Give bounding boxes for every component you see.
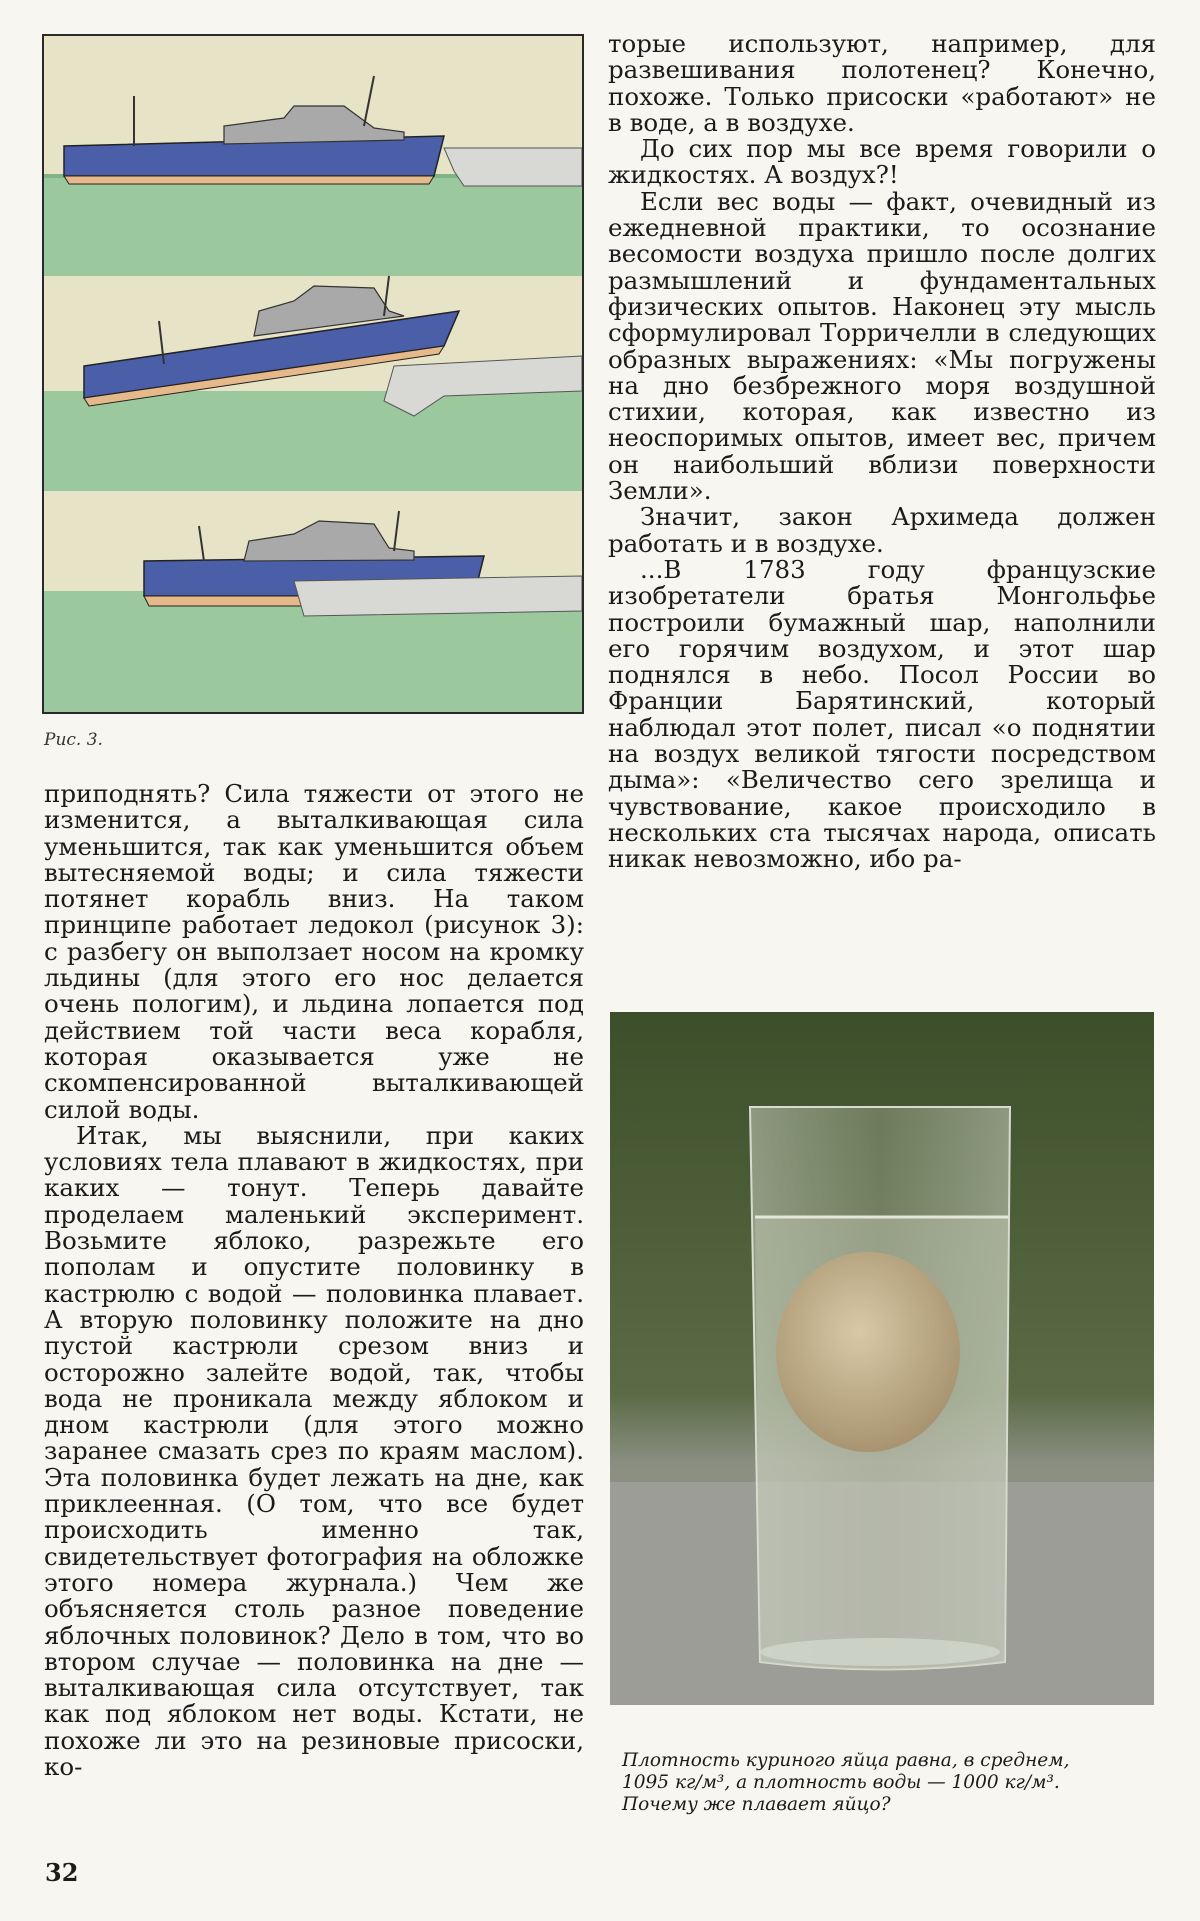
photo-caption-line: 1095 кг/м³, а плотность воды — 1000 кг/м³. bbox=[622, 1772, 1060, 1793]
paragraph: До сих пор мы все время говорили о жидкостях. А воздух?! bbox=[608, 134, 1156, 190]
paragraph: торые используют, например, для развешивания полотенец? Конечно, похоже. Только присоски «работают» не в воде, а в воздухе. bbox=[608, 29, 1156, 137]
paragraph: Значит, закон Архимеда должен работать и в воздухе. bbox=[608, 502, 1156, 558]
photo-caption bbox=[622, 1750, 1162, 1816]
right-text-column bbox=[608, 31, 1156, 873]
left-text-column bbox=[44, 781, 584, 1780]
paragraph: ...В 1783 году французские изобретатели братья Монгольфье построили бумажный шар, наполнили его горячим воздухом, и этот шар поднялся в небо. Посол России во Франции Барятинский, который наблюдал этот полет, писал «о поднятии на воздух великой тягости посредством дыма»: «Величество сего зрелища и чувствование, какое происходило в нескольких ста тысячах народа, описать никак невозможно, ибо ра- bbox=[608, 554, 1156, 874]
figure-icebreaker bbox=[42, 34, 584, 714]
photo-caption-line: Почему же плавает яйцо? bbox=[622, 1794, 891, 1815]
photo-caption-line: Плотность куриного яйца равна, в среднем, bbox=[622, 1750, 1070, 1771]
figure-caption: Рис. 3. bbox=[44, 730, 103, 750]
egg-in-glass-image bbox=[610, 1012, 1154, 1705]
icebreaker-illustration bbox=[44, 36, 582, 712]
page-number: 32 bbox=[45, 1858, 79, 1887]
paragraph: Итак, мы выяснили, при каких условиях тела плавают в жидкостях, при каких — тонут. Теперь давайте проделаем маленький эксперимент. Возьмите яблоко, разрежьте его пополам и опустите половинку в кастрюлю с водой — половинка плавает. А вторую половинку положите на дно пустой кастрюли срезом вниз и осторожно залейте водой, так, чтобы вода не проникала между яблоком и дном кастрюли (для этого можно заранее смазать срез по краям маслом). Эта половинка будет лежать на дне, как приклеенная. (О том, что все будет происходить именно так, свидетельствует фотография на обложке этого номера журнала.) Чем же объясняется столь разное поведение яблочных половинок? Дело в том, что во втором случае — половинка на дне — выталкивающая сила отсутствует, так как под яблоком нет воды. Кстати, не похоже ли это на резиновые присоски, ко- bbox=[44, 1120, 584, 1781]
paragraph: Если вес воды — факт, очевидный из ежедневной практики, то осознание весомости воздуха пришло после долгих размышлений и фундаментальных физических опытов. Наконец эту мысль сформулировал Торричелли в следующих образных выражениях: «Мы погружены на дно безбрежного моря воздушной стихии, которая, как известно из неоспоримых опытов, имеет вес, причем он наибольший вблизи поверхности Земли». bbox=[608, 186, 1156, 506]
egg-glass-photo bbox=[610, 1012, 1154, 1705]
paragraph: приподнять? Сила тяжести от этого не изменится, а выталкивающая сила уменьшится, так как уменьшится объем вытесняемой воды; и сила тяжести потянет корабль вниз. На таком принципе работает ледокол (рисунок 3): с разбегу он выползает носом на кромку льдины (для этого его нос делается очень пологим), и льдина лопается под действием той части веса корабля, которая оказывается уже не скомпенсированной выталкивающей силой воды. bbox=[44, 779, 584, 1124]
